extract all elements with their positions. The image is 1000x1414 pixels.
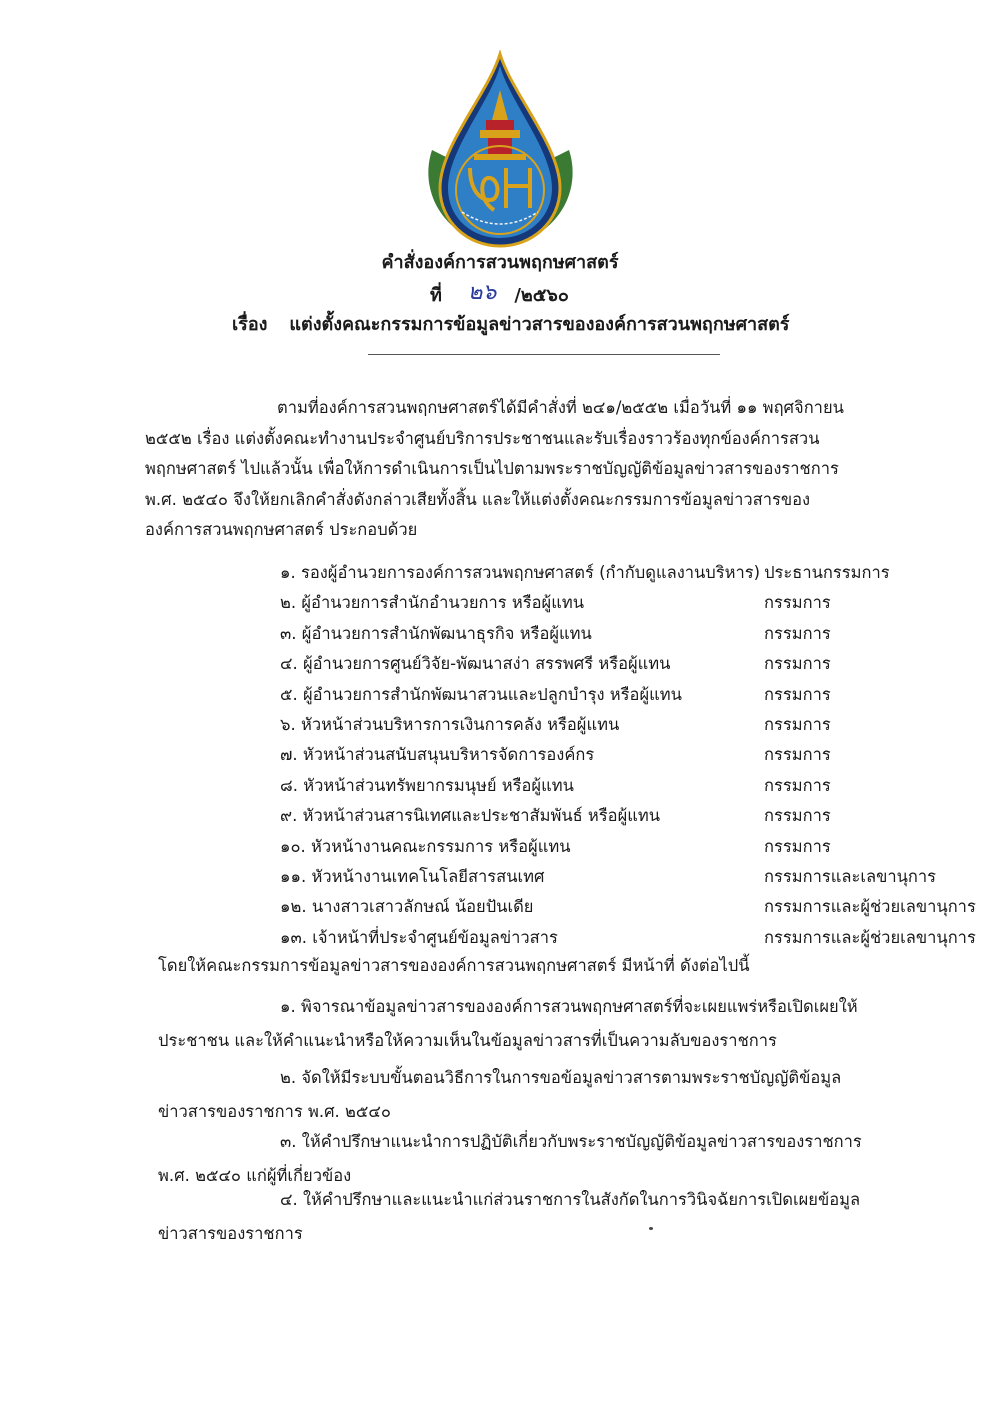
member-name: หัวหน้าส่วนสนับสนุนบริหารจัดการองค์กร — [302, 745, 595, 765]
member-list — [280, 558, 980, 953]
member-number: ๙. — [280, 806, 298, 826]
member-number: ๑. — [280, 563, 296, 582]
member-number: ๑๒. — [280, 897, 307, 917]
scan-speck — [649, 1227, 653, 1230]
member-number: ๘. — [280, 775, 298, 795]
member-row — [280, 862, 980, 892]
member-role: กรรมการและผู้ช่วยเลขานุการ — [764, 927, 976, 947]
member-row — [280, 649, 980, 679]
member-row — [280, 832, 980, 862]
member-row — [280, 619, 980, 649]
member-row — [280, 771, 980, 801]
member-name: หัวหน้าส่วนสารนิเทศและประชาสัมพันธ์ หรือผู้แทน — [302, 806, 661, 826]
duty-text: ๑. พิจารณาข้อมูลข่าวสารขององค์การสวนพฤกษศาสตร์ที่จะเผยแพร่หรือเปิดเผยให้ประชาชน และให้คำแนะนำหรือให้ความเห็นในข้อมูลข่าวสารที่เป็นความลับของราชการ — [158, 997, 858, 1050]
member-name: รองผู้อำนวยการองค์การสวนพฤกษศาสตร์ (กำกับดูแลงานบริหาร) — [300, 563, 761, 582]
member-role: กรรมการ — [764, 836, 831, 856]
duty-item — [158, 1061, 870, 1129]
member-role: ประธานกรรมการ — [764, 563, 890, 582]
member-number: ๒. — [280, 593, 297, 613]
order-title: คำสั่งองค์การสวนพฤกษศาสตร์ — [381, 252, 619, 273]
member-row — [280, 740, 980, 770]
member-role: กรรมการ — [764, 623, 831, 643]
member-role: กรรมการ — [764, 806, 831, 826]
duties-intro: โดยให้คณะกรรมการข้อมูลข่าวสารขององค์การสวนพฤกษศาสตร์ มีหน้าที่ ดังต่อไปนี้ — [158, 956, 750, 975]
member-number: ๑๐. — [280, 836, 306, 856]
duty-text: ๓. ให้คำปรึกษาแนะนำการปฏิบัติเกี่ยวกับพระราชบัญญัติข้อมูลข่าวสารของราชการ พ.ศ. ๒๕๔๐ แก่ผู้ที่เกี่ยวข้อง — [158, 1132, 862, 1185]
member-name: ผู้อำนวยการสำนักอำนวยการ หรือผู้แทน — [301, 593, 585, 613]
member-row — [280, 923, 980, 953]
member-number: ๖. — [280, 714, 296, 734]
order-subject — [232, 309, 789, 338]
intro-paragraph — [145, 393, 865, 546]
member-number: ๑๑. — [280, 866, 307, 886]
member-role: กรรมการ — [764, 684, 831, 704]
member-name: ผู้อำนวยการสำนักพัฒนาสวนและปลูกบำรุง หรือผู้แทน — [302, 684, 682, 704]
member-name: หัวหน้าส่วนทรัพยากรมนุษย์ หรือผู้แทน — [303, 775, 574, 795]
member-role: กรรมการ — [764, 745, 831, 765]
organization-emblem — [418, 50, 583, 250]
member-name: ผู้อำนวยการศูนย์วิจัย-พัฒนาสง่า สรรพศรี หรือผู้แทน — [302, 654, 671, 674]
member-role: กรรมการ — [764, 593, 831, 613]
member-row — [280, 801, 980, 831]
duty-item — [158, 990, 870, 1058]
member-row — [280, 892, 980, 922]
member-role: กรรมการ — [764, 714, 831, 734]
intro-text: ตามที่องค์การสวนพฤกษศาสตร์ได้มีคำสั่งที่ ๒๔๑/๒๕๕๒ เมื่อวันที่ ๑๑ พฤศจิกายน ๒๕๕๒ เรื่อง แต่งตั้งคณะทำงานประจำศูนย์บริการประชาชนและรับเรื่องราวร้องทุกข์องค์การสวนพฤกษศาสตร์ ไปแล้วนั้น เพื่อให้การดำเนินการเป็นไปตามพระราชบัญญัติข้อมูลข่าวสารของราชการ พ.ศ. ๒๕๔๐ จึงให้ยกเลิกคำสั่งดังกล่าวเสียทั้งสิ้น และให้แต่งตั้งคณะกรรมการข้อมูลข่าวสารขององค์การสวนพฤกษศาสตร์ ประกอบด้วย — [145, 398, 844, 539]
order-prefix: ที่ — [430, 285, 442, 306]
subject-label: เรื่อง — [232, 314, 268, 335]
order-year: /๒๕๖๐ — [514, 285, 569, 306]
member-row — [280, 680, 980, 710]
duty-text: ๒. จัดให้มีระบบขั้นตอนวิธีการในการขอข้อมูลข่าวสารตามพระราชบัญญัติข้อมูลข่าวสารของราชการ พ.ศ. ๒๕๔๐ — [158, 1068, 842, 1121]
order-number-line — [430, 276, 569, 311]
duty-text: ๔. ให้คำปรึกษาและแนะนำแก่ส่วนราชการในสังกัดในการวินิจฉัยการเปิดเผยข้อมูลข่าวสารของราชการ — [158, 1190, 861, 1243]
member-role: กรรมการ — [764, 654, 831, 674]
member-name: หัวหน้าส่วนบริหารการเงินการคลัง หรือผู้แทน — [300, 714, 620, 734]
member-row — [280, 710, 980, 740]
member-number: ๑๓. — [280, 927, 307, 947]
divider — [368, 354, 720, 355]
member-name: เจ้าหน้าที่ประจำศูนย์ข้อมูลข่าวสาร — [312, 927, 558, 947]
duty-item — [158, 1183, 870, 1251]
order-number-handwritten: ๒๖ — [467, 280, 497, 305]
member-name: นางสาวเสาวลักษณ์ น้อยปันเดีย — [311, 897, 534, 917]
member-name: หัวหน้างานคณะกรรมการ หรือผู้แทน — [311, 836, 571, 856]
subject-text: แต่งตั้งคณะกรรมการข้อมูลข่าวสารขององค์การสวนพฤกษศาสตร์ — [289, 314, 790, 335]
member-row — [280, 588, 980, 618]
member-number: ๔. — [280, 654, 298, 674]
member-role: กรรมการและผู้ช่วยเลขานุการ — [764, 897, 976, 917]
member-row — [280, 558, 980, 588]
member-number: ๓. — [280, 623, 297, 643]
member-role: กรรมการ — [764, 775, 831, 795]
member-number: ๗. — [280, 745, 298, 765]
member-role: กรรมการและเลขานุการ — [764, 866, 937, 886]
member-number: ๕. — [280, 684, 298, 704]
member-name: ผู้อำนวยการสำนักพัฒนาธุรกิจ หรือผู้แทน — [301, 623, 592, 643]
member-name: หัวหน้างานเทคโนโลยีสารสนเทศ — [311, 866, 545, 886]
